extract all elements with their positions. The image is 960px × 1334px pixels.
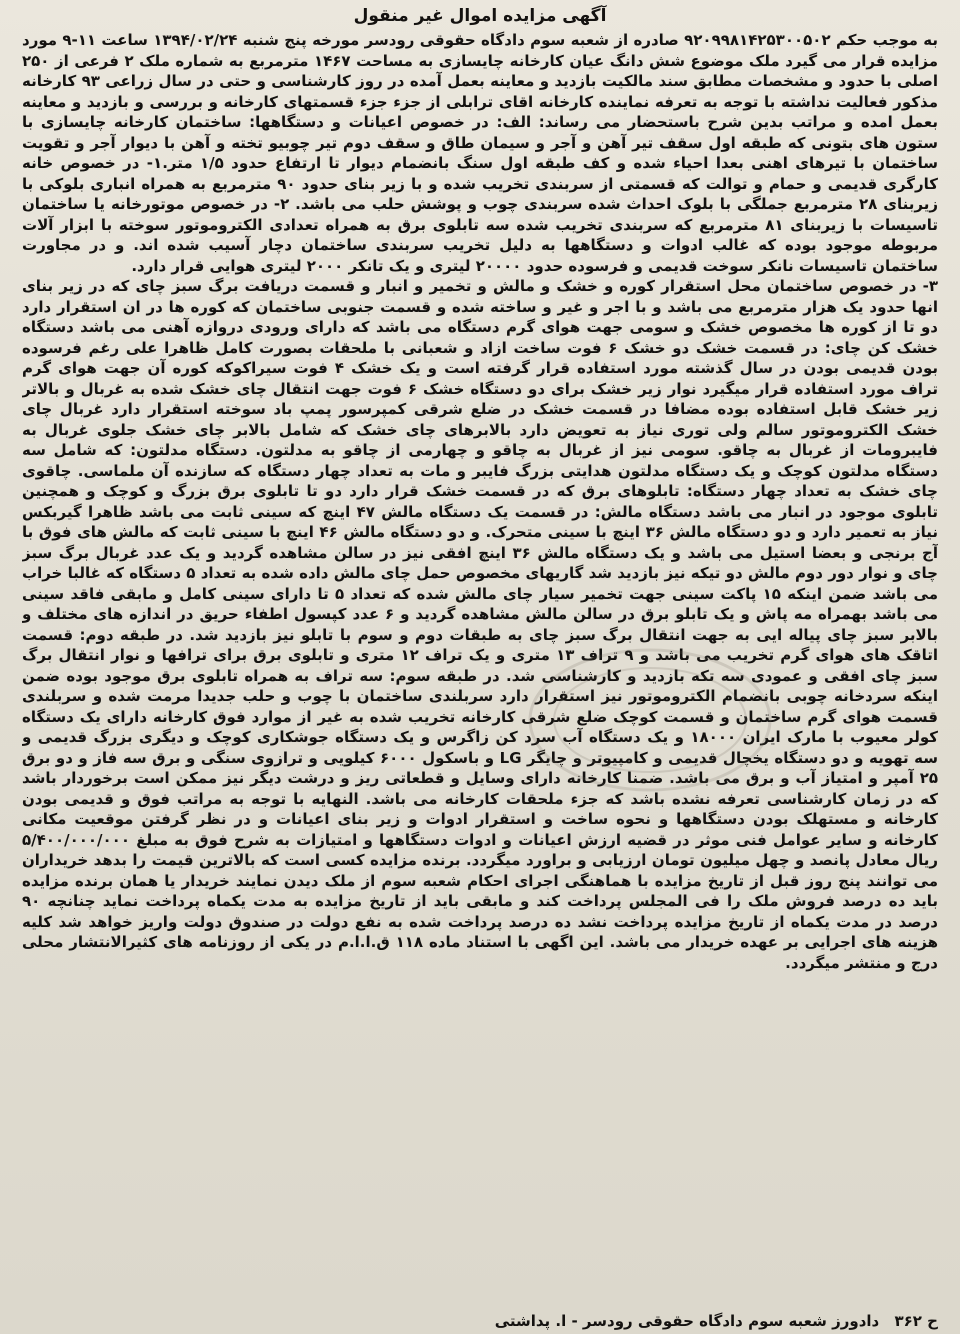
- faint-watermark: [520, 640, 780, 800]
- notice-paragraph-1: به موجب حکم ۹۲۰۹۹۸۱۴۲۵۳۰۰۵۰۲ صادره از شعبه سوم دادگاه حقوقی رودسر مورخه پنج شنبه ۱۳۹۴/۰۲/۲۴ ساعت ۱۱-۹ مورد مزایده قرار می گیرد ملک موضوع شش دانگ عیان کارخانه چایسازی به مساحت ۱۴۶۷ مترمربع به شماره ملک ۲ فرعی از ۲۵۰ اصلی با حدود و مشخصات مطابق سند مالکیت بازدید و معاینه بعمل آمده در روز کارشناسی و حتی در سال زراعی ۹۳ کارخانه مذکور فعالیت نداشته با توجه به تعرفه نماینده کارخانه اقای ترابلی از جزء جزء قسمتهای کارخانه و بررسی و بازدید و معاینه بعمل امده و مراتب بدین شرح باستحضار می رساند: الف: در خصوص اعیانات و دستگاهها: ساختمان کارخانه چایسازی با ستون های بتونی که طبقه اول سقف تیر آهن و آجر و سیمان طاق و سقف دوم تیر چوبیو تخته و آهن با دیوار آجر و تقویت ساختمان با تیرهای اهنی بعدا احیاء شده و کف طبقه اول سنگ بانضمام دیوار تا ارتفاع حدود ۱/۵ متر.۱- در خصوص خانه کارگری قدیمی و حمام و توالت که قسمتی از سربندی تخریب شده و با زیر بنای حدود ۹۰ مترمربع به همراه انباری بلوکی با زیربنای ۲۸ مترمربع جملگی با بلوک احداث شده سربندی چوب و پوشش حلب می باشد. ۲- در خصوص موتورخانه یا ساختمان تاسیسات با زیربنای ۸۱ مترمربع که سربندی تخریب شده سه تابلوی برق به همراه تعدادی الکتروموتور سوخته با ابزار آلات مربوطه موجود بوده که غالب ادوات و دستگاهها به دلیل تخریب سربندی ساختمان دچار آسیب شده اند. و در مجاورت ساختمان تاسیسات نانکر سوخت قدیمی و فرسوده حدود ۲۰۰۰۰ لیتری و یک تانکر ۲۰۰۰ لیتری هوایی قرار دارد.: [22, 31, 938, 275]
- notice-code: ح ۳۶۲: [894, 1312, 938, 1330]
- notice-paragraph-2: ۳- در خصوص ساختمان محل استقرار کوره و خشک و مالش و تخمیر و انبار و قسمت دریافت برگ سبز چای که در زیر بنای انها حدود یک هزار مترمربع می باشد و با اجر و غیر و ساخته شده و قسمت جنوبی ساختمان که کوره ها در ان استقرار دارد دو تا از کوره ها مخصوص خشک و سومی جهت هوای گرم دستگاه می باشد که دارای ورودی دروازه آهنی می باشد دستگاه خشک کن چای: در قسمت خشک دو خشک ۶ فوت ساخت ازاد و شعبانی با ملحقات بصورت کامل ظاهرا علی رغم فرسوده بودن قدیمی بودن در سال گذشته مورد استفاده قرار گرفته است و یک خشک ۴ فوت سیراکوکه کوره آن جهت هوای گرم تراف مورد استفاده قرار میگیرد نوار زیر خشک برای دو دستگاه خشک ۶ فوت جهت انتقال چای خشک شده به غربال و بالاتر زیر خشک قابل استفاده بوده مضافا در قسمت خشک در ضلع شرقی کمپرسور پمپ باد سوخته استقرار دارد غربال چای خشک الکتروموتور سالم ولی توری نیاز به تعویض دارد بالابرهای چای خشک که شامل بالابر چای خشک جلوی غربال به فایبرومات از غربال به چاقو. سومی نیز از غربال به چاقو و چهارمی از چاقو به مدلتون. دستگاه مدلتون: که شامل سه دستگاه مدلتون کوچک و یک دستگاه مدلتون هدایتی بزرگ فایبر و مات به تعداد چهار دستگاه که سازنده آن ملماسی. چاقوی چای خشک به تعداد چهار دستگاه: تابلوهای برق که در قسمت خشک قرار دارد دو تا تابلوی برق بزرگ و کوچک و همچنین تابلوی موجود در انبار می باشد دستگاه مالش: در قسمت یک دستگاه مالش ۴۷ اینچ که سینی ثابت می باشد ظاهرا گیربکس نیاز به تعمیر دارد و دو دستگاه مالش ۳۶ اینچ با سینی متحرک. و دو دستگاه مالش ۴۶ اینچ با سینی ثابت که مالش های فوق با آج برنجی و بعضا استیل می باشد و یک دستگاه مالش ۳۶ اینچ افقی نیز در سالن مشاهده گردید و یک عدد غربال برگ سبز چای و نوار دور دوم مالش دو تیکه نیز بازدید شد گاریهای مخصوص حمل چای مالش داده شده به تعداد ۵ دستگاه که غالبا خراب می باشد ضمن اینکه ۱۵ پاکت سینی جهت تخمیر سیار چای مالش شده که تعداد ۵ تا دارای سینی کامل و مابقی فاقد سینی می باشد بهمراه مه پاش و یک تابلو برق در سالن مالش مشاهده گردید و ۶ عدد کپسول اطفاء حریق در اندازه های مختلف و بالابر سبز چای پیاله ایی به جهت انتقال برگ سبز چای به طبقات دوم و سوم با تابلو نیز بازدید شد. در طبقه دوم: قسمت اتاقک های هوای گرم تخریب می باشد و ۹ تراف ۱۳ متری و یک تراف ۱۲ متری و تابلوی برق برای ترافها و نوار انتقال برگ سبز چای افقی و عمودی سه تکه بازدید و کارشناسی شد. در طبقه سوم: سه تراف به همراه تابلوی برق موجود بوده ضمن اینکه سردخانه چوبی بانضمام الکتروموتور نیز استقرار دارد سربلندی ساختمان با چوب و حلب جدیدا مرمت شده و سربلندی قسمت هوای گرم ساختمان و قسمت کوچک ضلع شرقی کارخانه تخریب شده به غیر از موارد فوق کارخانه دارای یک دستگاه کولر معیوب با مارک ایران ۱۸۰۰۰ و یک دستگاه آب سرد کن زاگرس و یک دستگاه جوشکاری کوچک و دیگری بزرگ قدیمی و سه تهویه و دو دستگاه یخچال قدیمی و کامپیوتر و چایگر LG و باسکول ۶۰۰۰ کیلویی و ترازوی سنگی و برق سه فاز و دو برق ۲۵ آمپر و امتیاز آب و برق می باشد. ضمنا کارخانه دارای وسایل و قطعاتی ریز و درشت دیگر نیز ممکن است برخوردار باشد که در زمان کارشناسی تعرفه نشده باشد که جزء ملحقات کارخانه می باشد. النهایه با توجه به مراتب فوق و قدیمی بودن کارخانه و مستهلک بودن دستگاهها و نحوه ساخت و استقرار ادوات و زیر بنای اعیانات و در نظر گرفتن موقعیت مکانی کارخانه و سایر عوامل فنی موثر در قضیه ارزش اعیانات و ادوات دستگاهها و امتیازات به شرح فوق به مبلغ ۵/۴۰۰/۰۰۰/۰۰۰ ریال معادل پانصد و چهل میلیون تومان ارزیابی و براورد میگردد. برنده مزایده کسی است که بالاترین قیمت را بدهد خریداران می توانند پنج روز قبل از تاریخ مزایده با هماهنگی اجرای احکام شعبه سوم از ملک دیدن نمایند خریدار یا همان برنده مزایده باید ده درصد فروش ملک را فی المجلس پرداخت کند و مابقی باید از تاریخ مزایده به مدت یکماه پرداخت نماید چنانچه ۹۰ درصد در مدت یکماه از تاریخ مزایده پرداخت نشد ده درصد پرداخت شده به نفع دولت در صندوق دولت واریز خواهد شد کلیه هزینه های اجرایی بر عهده خریدار می باشد. این اگهی با استناد ماده ۱۱۸ ق.ا.ا.م در یکی از روزنامه های کثیرالانتشار محلی درج و منتشر میگردد.: [22, 277, 938, 972]
- notice-title: آگهی مزایده اموال غیر منقول: [353, 6, 607, 26]
- notice-body: [22, 30, 938, 1285]
- notice-footer: [22, 1312, 938, 1330]
- notice-signature: دادورز شعبه سوم دادگاه حقوقی رودسر - ا. پداشتی: [494, 1312, 880, 1330]
